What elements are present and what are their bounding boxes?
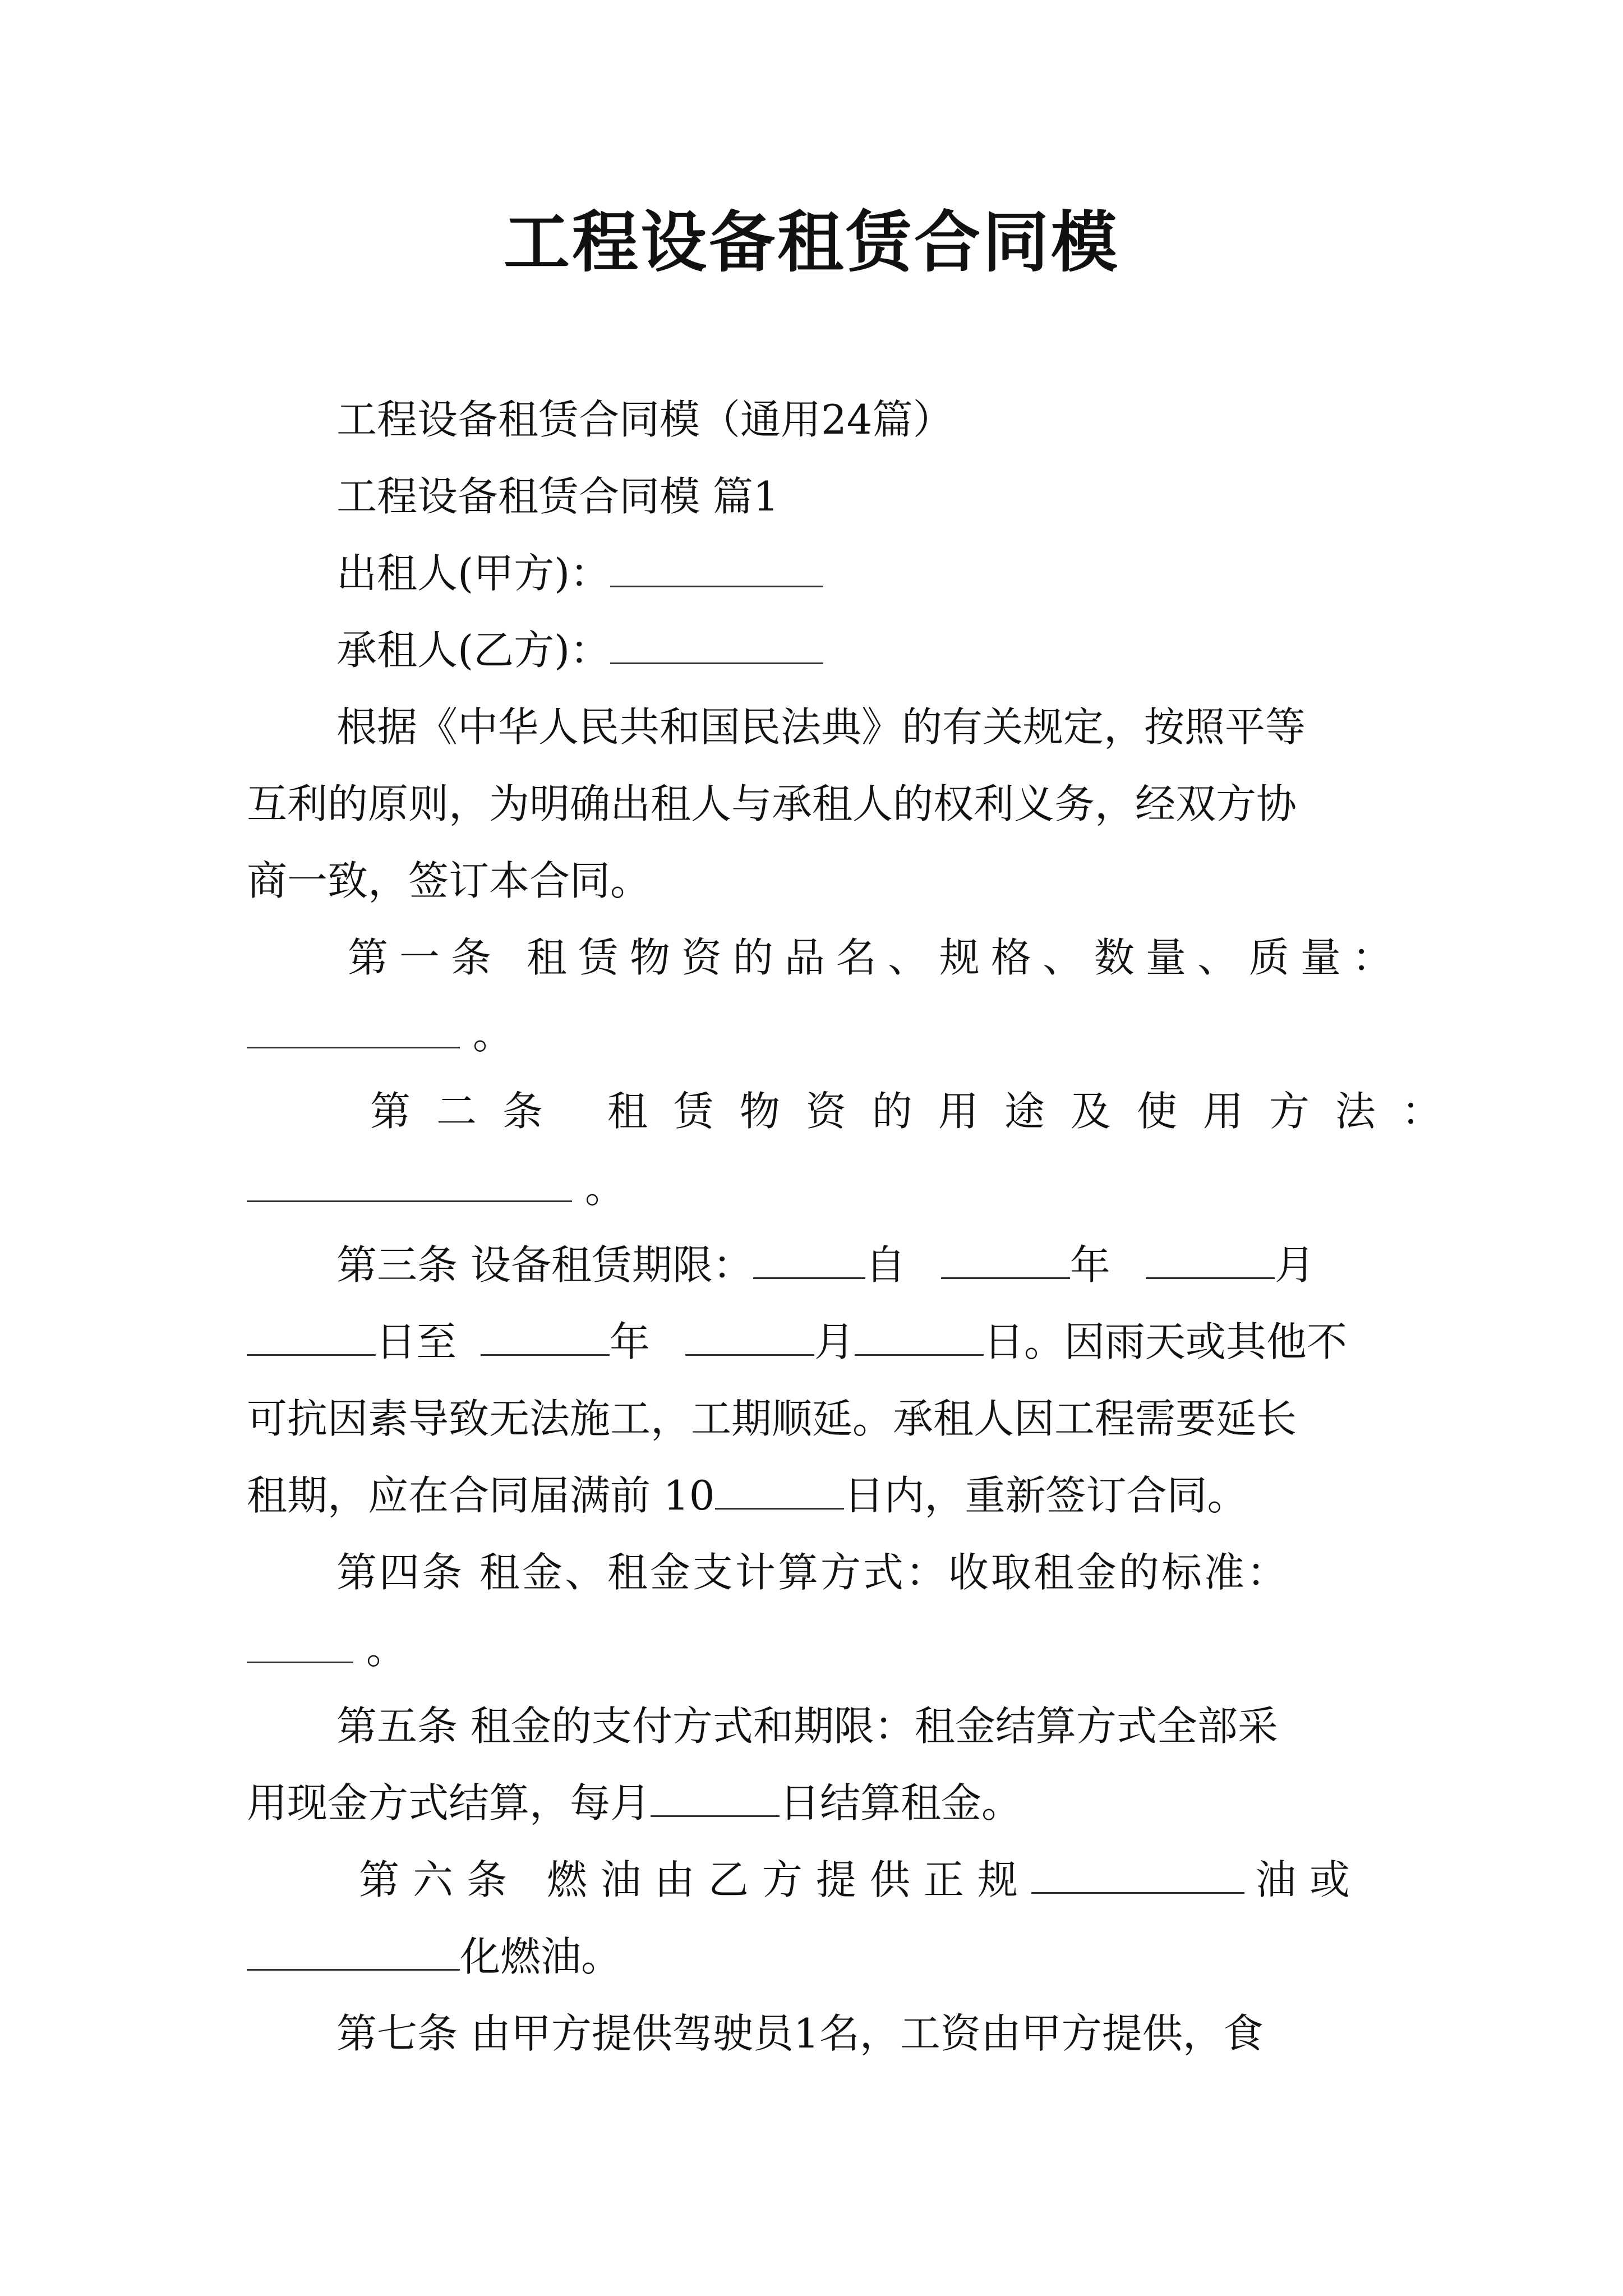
article-1-blank <box>247 1006 460 1048</box>
lessee-line <box>247 612 1385 689</box>
article-4-line: 第四条 租金、租金支计算方式：收取租金的标准： <box>336 1549 1289 1596</box>
article-1-line <box>247 919 1404 996</box>
article-4-blank-line <box>247 1611 1385 1688</box>
text: 月 <box>1274 1241 1315 1289</box>
article-3-line-2 <box>247 1304 1385 1381</box>
article-2-line <box>247 1073 1468 1150</box>
lessor-blank <box>610 545 823 587</box>
article-4-blank <box>247 1621 353 1663</box>
text: 化燃油。 <box>460 1933 622 1980</box>
article-6-line-2 <box>247 1918 1385 1995</box>
blank <box>1031 1852 1244 1894</box>
article-3-text: 第三条 设备租赁期限： <box>336 1241 753 1289</box>
article-6-line <box>247 1842 1385 1918</box>
blank <box>481 1314 610 1356</box>
text: 第六条 燃油由乙方提供正规 <box>359 1856 1031 1903</box>
article-2-blank-line <box>247 1150 1385 1227</box>
article-3-line <box>247 1227 1385 1304</box>
blank <box>715 1467 844 1510</box>
blank <box>685 1314 814 1356</box>
text: 自 <box>865 1241 906 1289</box>
text: 年 <box>609 1318 650 1365</box>
article-1-blank-line <box>247 996 1385 1073</box>
article-5-line-2 <box>247 1765 1385 1842</box>
blank <box>247 1929 460 1971</box>
lessor-label: 出租人(甲方)： <box>336 550 611 597</box>
text: 日。因雨天或其他不 <box>983 1318 1347 1365</box>
heading-line: 工程设备租赁合同模（通用24篇） <box>336 396 953 443</box>
lessee-label: 承租人(乙方)： <box>336 627 611 674</box>
blank <box>855 1314 984 1356</box>
blank <box>753 1237 865 1279</box>
article-1-text: 第一条 租赁物资的品名、规格、数量、质量： <box>348 934 1404 981</box>
paragraph-line: 根据《中华人民共和国民法典》的有关规定，按照平等 <box>336 703 1306 751</box>
text: 油或 <box>1255 1856 1363 1903</box>
paragraph-line: 可抗因素导致无法施工，工期顺延。承租人因工程需要延长 <box>247 1395 1297 1442</box>
article-2-blank <box>247 1160 572 1202</box>
lessee-blank <box>610 622 823 664</box>
section-heading: 工程设备租赁合同模 篇1 <box>336 473 779 520</box>
period-mark: 。 <box>366 1626 407 1673</box>
document-title: 工程设备租赁合同模 <box>503 203 1119 281</box>
text: 日结算租金。 <box>780 1779 1022 1826</box>
text: 年 <box>1069 1241 1110 1289</box>
text: 用现金方式结算，每月 <box>247 1779 651 1826</box>
blank <box>1146 1237 1275 1279</box>
text: 日内，重新签订合同。 <box>843 1472 1248 1519</box>
lessor-line <box>247 535 1385 612</box>
text: 月 <box>814 1318 855 1365</box>
period-mark: 。 <box>584 1165 625 1212</box>
document-body <box>247 381 1468 2072</box>
paragraph-line <box>247 1457 1385 1534</box>
article-7-line: 第七条 由甲方提供驾驶员1名，工资由甲方提供，食 <box>336 2010 1264 2057</box>
text: 日至 <box>376 1318 457 1365</box>
article-5-line: 第五条 租金的支付方式和期限：租金结算方式全部采 <box>336 1703 1278 1750</box>
paragraph-line: 商一致，签订本合同。 <box>247 857 651 904</box>
paragraph-line: 互利的原则，为明确出租人与承租人的权利义务，经双方协 <box>247 780 1297 827</box>
text: 租期，应在合同届满前 10 <box>247 1472 715 1519</box>
blank <box>651 1775 780 1817</box>
article-2-text: 第二条 租赁物资的用途及使用方法： <box>370 1088 1468 1135</box>
blank <box>941 1237 1070 1279</box>
period-mark: 。 <box>472 1011 513 1058</box>
blank <box>247 1314 376 1356</box>
